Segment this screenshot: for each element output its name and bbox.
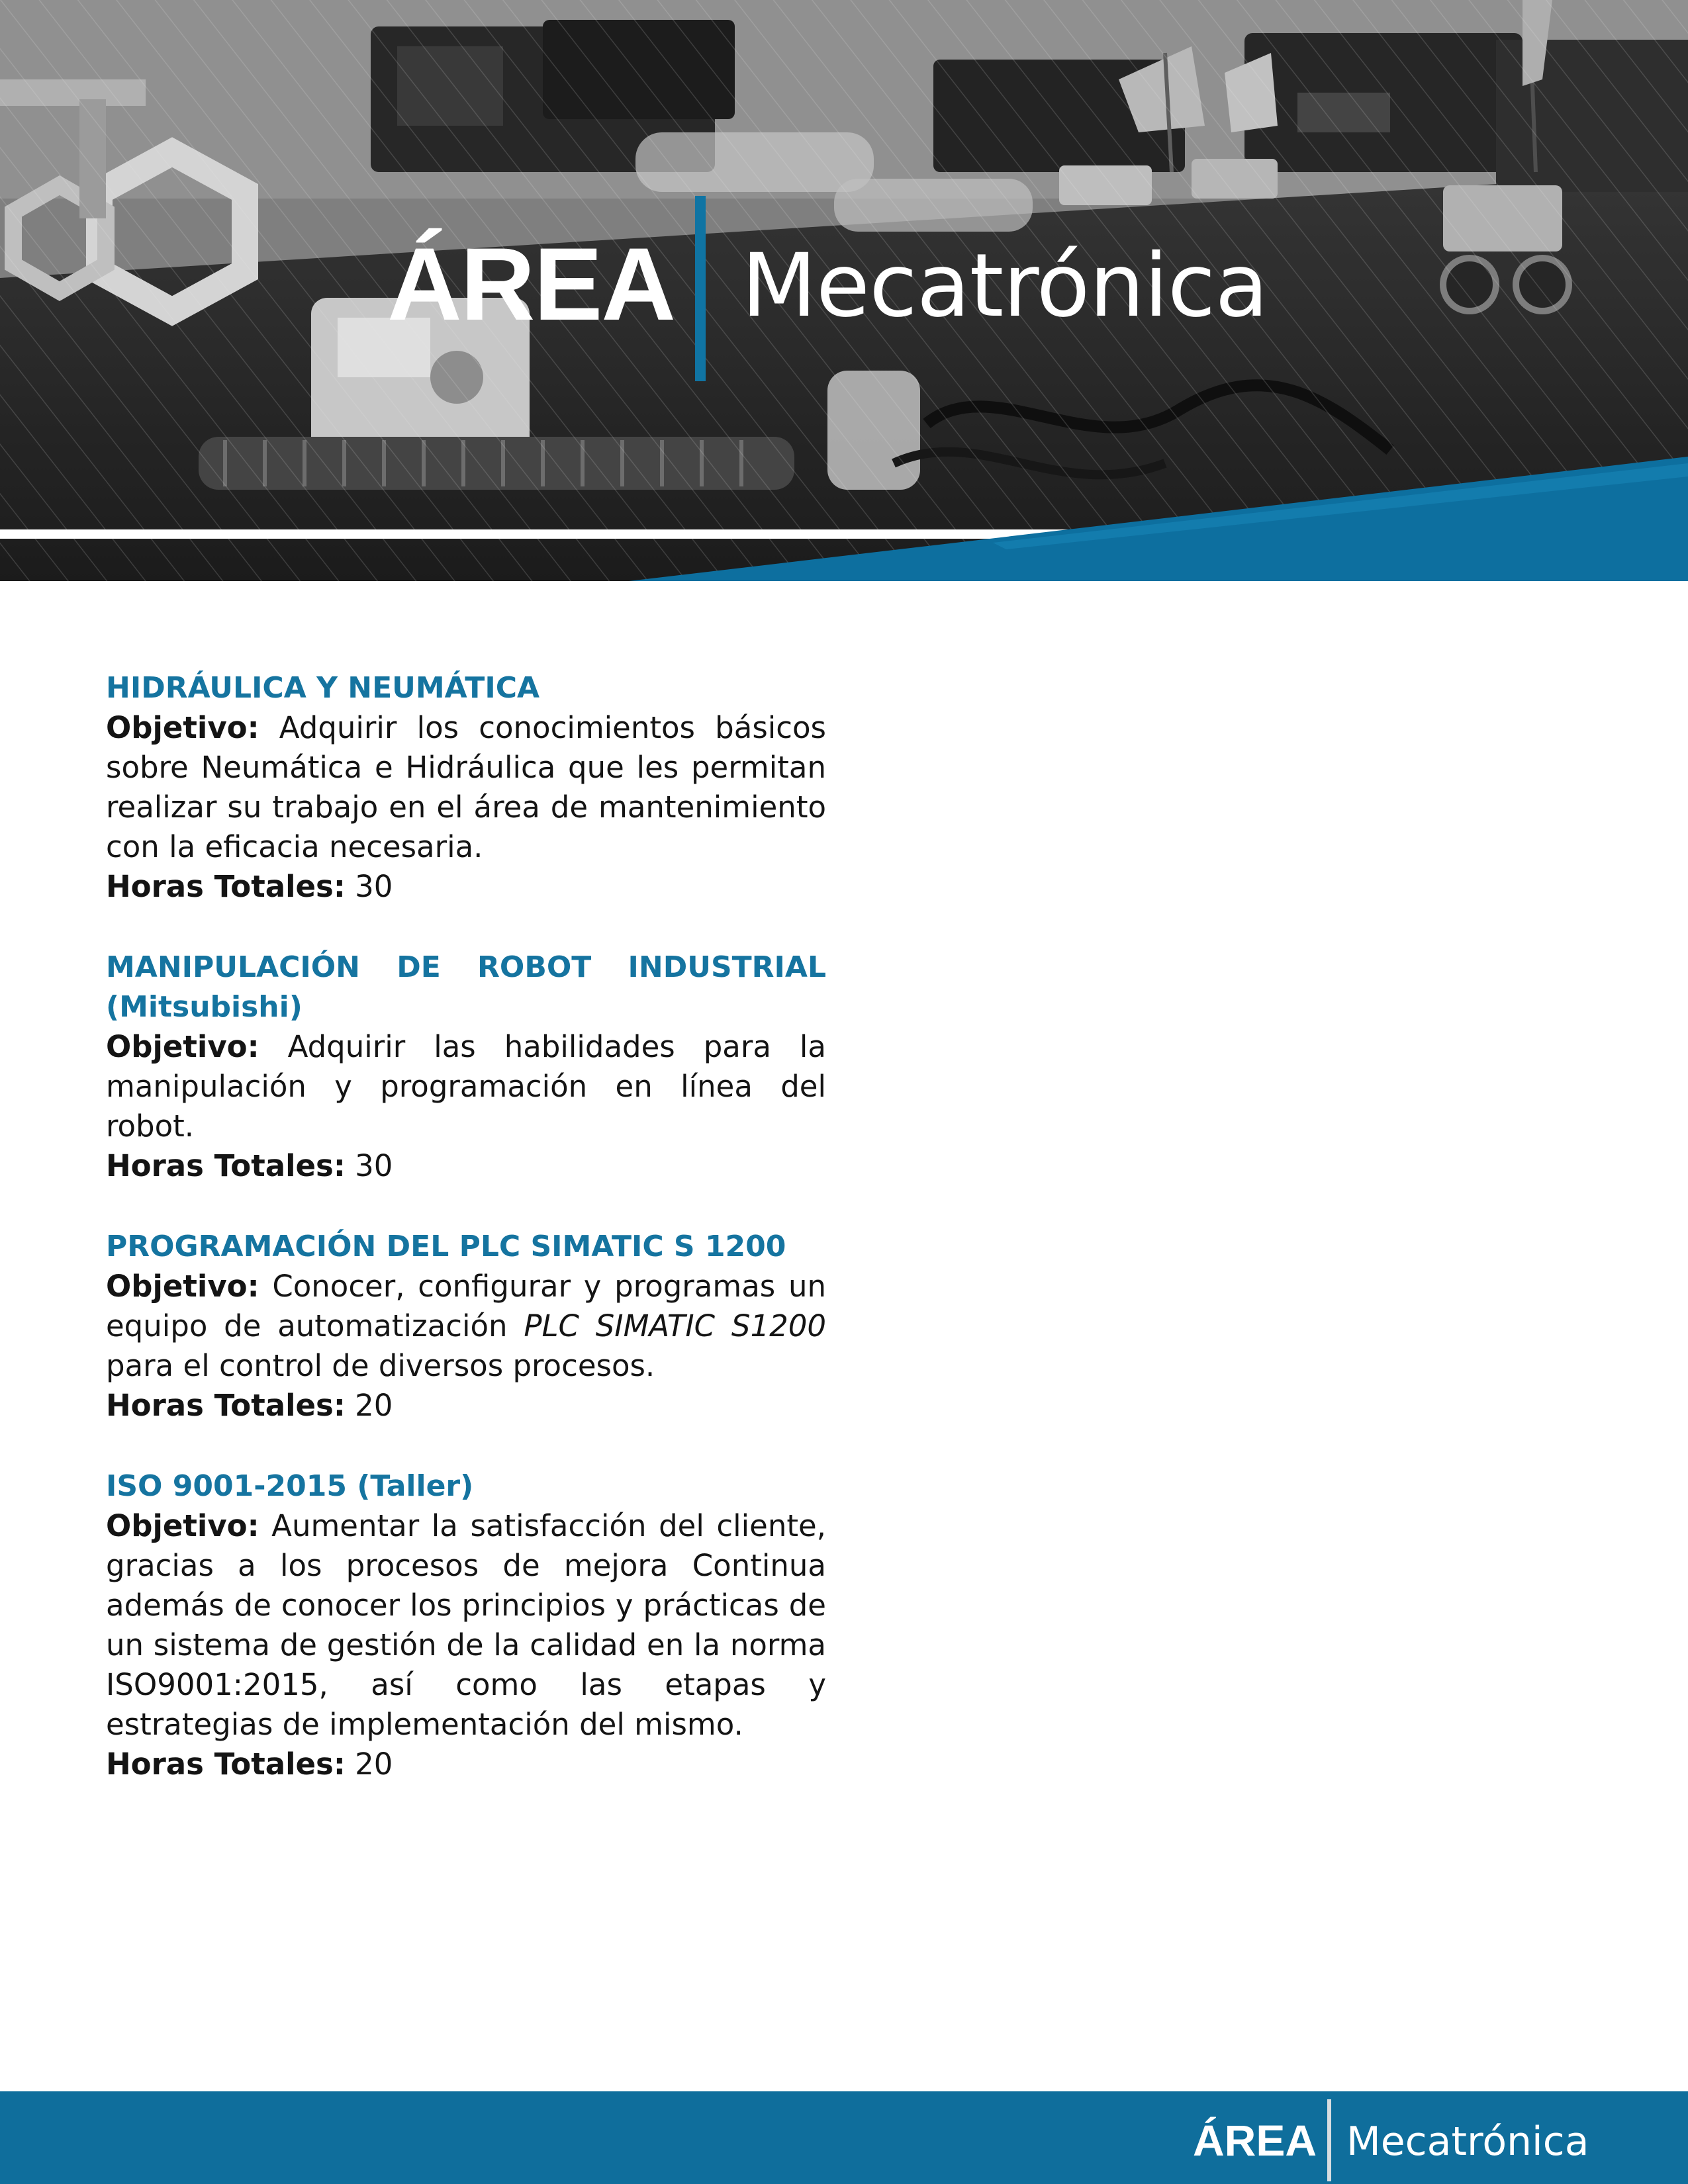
hours-value: 30 <box>355 1148 393 1183</box>
hours-label: Horas Totales: <box>106 1747 346 1782</box>
course-hours <box>106 1146 826 1186</box>
objective-text: Conocer, configurar y programas un equipo de automatización <box>106 1269 826 1343</box>
course-list <box>106 668 826 1825</box>
objective-label: Objetivo: <box>106 1029 259 1064</box>
footer-title-mecatronica: Mecatrónica <box>1346 2118 1589 2165</box>
title-area: ÁREA <box>387 227 675 342</box>
objective-label: Objetivo: <box>106 1508 259 1543</box>
course-hours <box>106 867 826 907</box>
course-item <box>106 1467 826 1784</box>
course-item <box>106 1227 826 1426</box>
objective-product: PLC SIMATIC S1200 <box>524 1308 826 1343</box>
course-title: HIDRÁULICA Y NEUMÁTICA <box>106 671 540 705</box>
footer-divider <box>1327 2099 1331 2181</box>
course-hours <box>106 1745 826 1784</box>
banner-title <box>0 0 1688 424</box>
course-objective <box>106 1506 826 1745</box>
course-title: MANIPULACIÓN DE ROBOT INDUSTRIAL (Mitsubishi) <box>106 950 826 1024</box>
course-title: ISO 9001-2015 (Taller) <box>106 1469 474 1503</box>
objective-text-end: para el control de diversos procesos. <box>106 1348 655 1383</box>
course-objective <box>106 1027 826 1146</box>
objective-label: Objetivo: <box>106 1269 259 1304</box>
course-item <box>106 948 826 1186</box>
header-banner <box>0 0 1688 581</box>
hours-value: 20 <box>355 1747 393 1782</box>
footer-title-area: ÁREA <box>1193 2116 1317 2165</box>
title-divider <box>695 196 706 381</box>
hours-label: Horas Totales: <box>106 869 346 904</box>
objective-text: Adquirir las habilidades para la manipulación y programación en línea del robot. <box>106 1029 827 1144</box>
objective-label: Objetivo: <box>106 710 259 745</box>
course-objective <box>106 708 826 867</box>
course-hours <box>106 1386 826 1426</box>
objective-text: Adquirir los conocimientos básicos sobre Neumática e Hidráulica que les permitan realizar su trabajo en el área de mantenimiento con la eficacia necesaria. <box>106 710 826 864</box>
objective-text: Aumentar la satisfacción del cliente, gracias a los procesos de mejora Continua además de conocer los principios y prácticas de un sistema de gestión de la calidad en la norma ISO9001:2015, así como las etapas y estrategias de implementación del mismo. <box>106 1508 826 1742</box>
title-mecatronica: Mecatrónica <box>741 235 1268 337</box>
course-title: PROGRAMACIÓN DEL PLC SIMATIC S 1200 <box>106 1230 786 1263</box>
course-item <box>106 668 826 907</box>
hours-label: Horas Totales: <box>106 1148 346 1183</box>
hours-value: 20 <box>355 1388 393 1423</box>
hours-label: Horas Totales: <box>106 1388 346 1423</box>
hours-value: 30 <box>355 869 393 904</box>
footer-bar <box>0 2091 1688 2184</box>
course-objective <box>106 1267 826 1386</box>
